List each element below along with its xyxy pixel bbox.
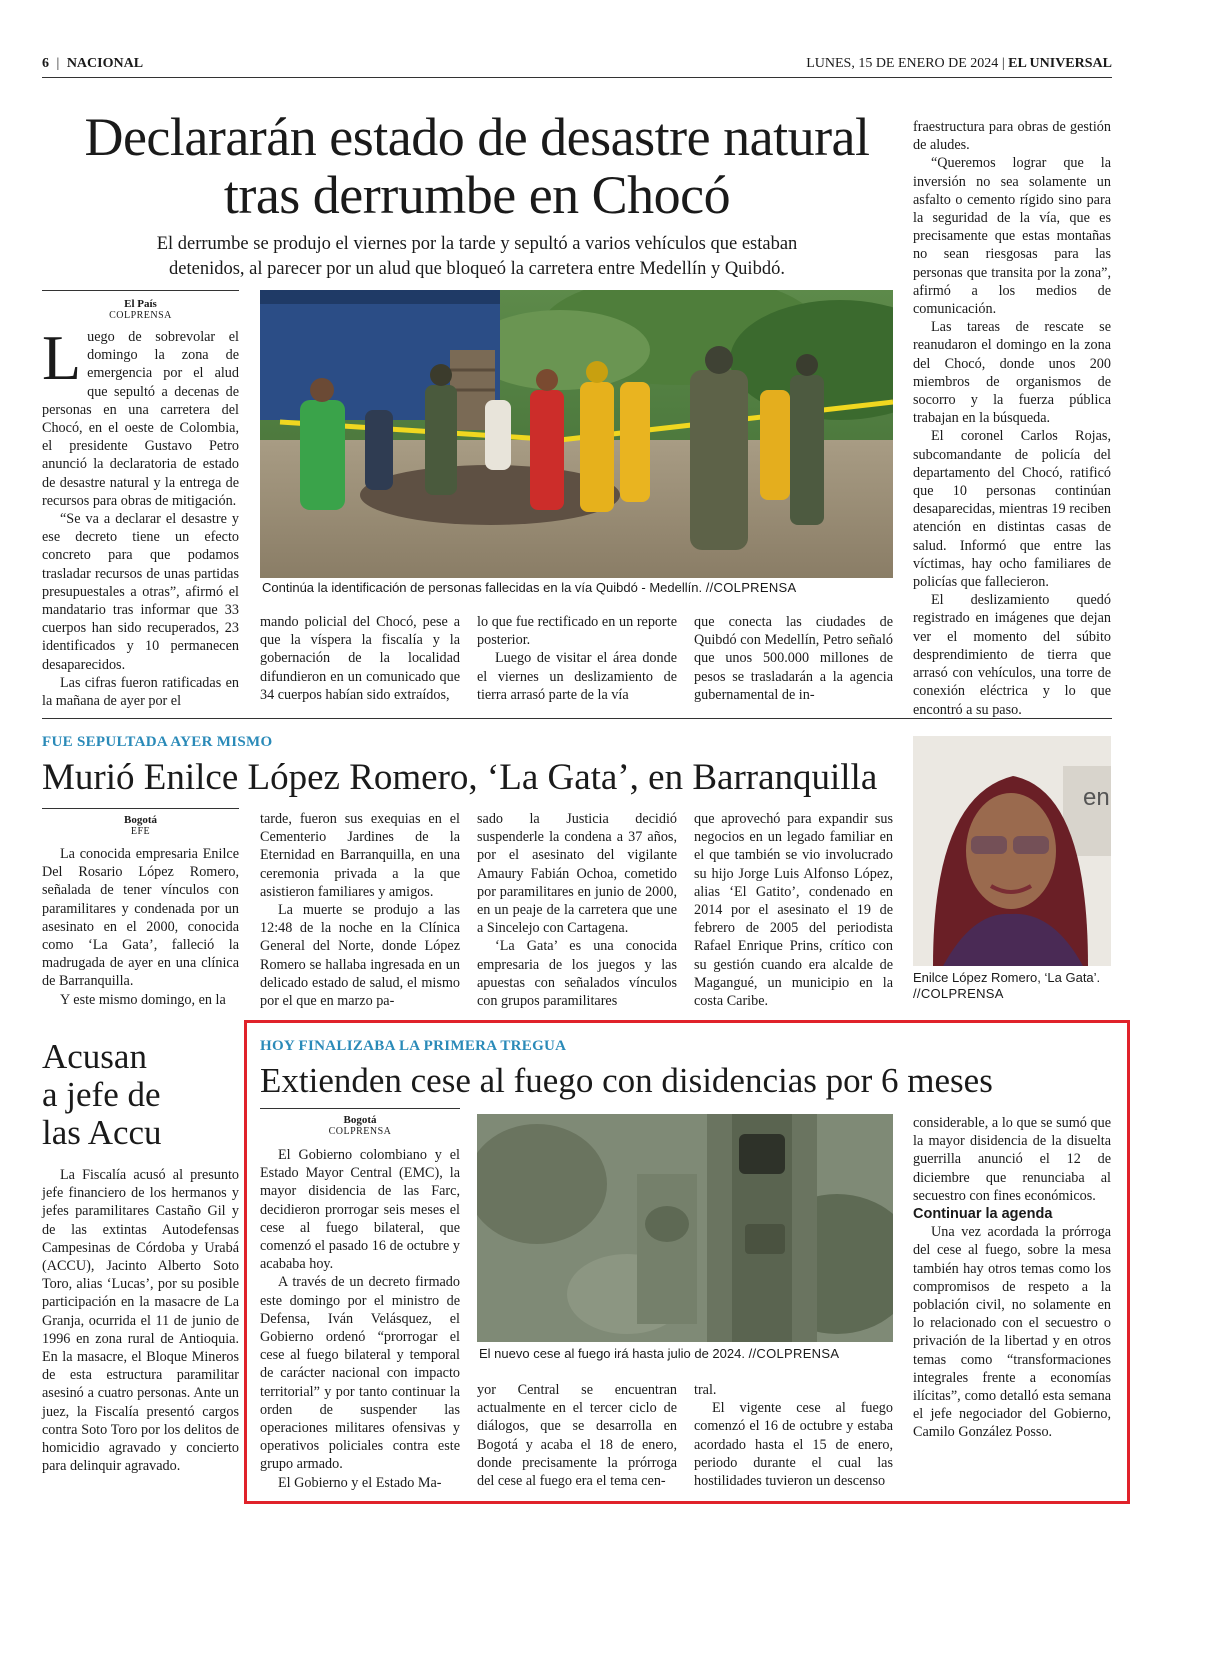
byline-agency: COLPRENSA — [328, 1126, 392, 1137]
caption-text: Enilce López Romero, ‘La Gata’. — [913, 970, 1101, 985]
story1-paragraph: que conecta las ciudades de Quibdó con Medellín, Petro señaló que unos 500.000 millones de pesos se trasladarán a la agencia gubernamental de in- — [694, 614, 893, 703]
story1-paragraph: fraestructura para obras de gestión de aludes. — [913, 119, 1111, 154]
story4-column-2 — [477, 1381, 677, 1490]
story4-kicker: HOY FINALIZABA LA PRIMERA TREGUA — [260, 1038, 567, 1054]
portrait-illustration — [913, 736, 1111, 966]
caption-credit: //COLPRENSA — [705, 580, 797, 595]
byline-agency: COLPRENSA — [109, 310, 172, 321]
story4-paragraph: yor Central se encuentran actualmente en el tercer ciclo de diálogos, que se desarrolla en Bogotá y acaba el 18 de enero, donde precisamente la prórroga del cese al fuego era el tema cen- — [477, 1382, 677, 1490]
portrait-background-sign: en — [1083, 784, 1110, 811]
story4-paragraph: A través de un decreto firmado este domingo por el ministro de Defensa, Iván Velásquez, el Gobierno ordenó “prorrogar el cese al fuego bilateral y temporal de carácter nacional con impacto territorial” y por tanto continuar la orden de suspender las operaciones militares ofensivas y operativos policiales contra este grupo armado. — [260, 1274, 460, 1473]
story4-byline-rule — [260, 1108, 460, 1109]
page-number: 6 — [42, 56, 49, 71]
story1-deck: El derrumbe se produjo el viernes por la tarde y sepultó a varios vehículos que estaban detenidos, al parecer por un alud que bloqueó la carretera entre Medellín y Quibdó. — [156, 234, 798, 279]
story1-photo-rescue-scene — [260, 290, 893, 578]
story2-column-1 — [42, 845, 239, 1009]
byline-agency: EFE — [130, 826, 151, 837]
story4-byline — [260, 1114, 460, 1138]
headline-line: las Accu — [42, 1113, 162, 1152]
story2-paragraph: ‘La Gata’ es una conocida empresaria de los juegos y las apuestas con señalados vínculos con grupos paramilitares — [477, 938, 677, 1010]
story2-paragraph: La conocida empresaria Enilce Del Rosario López Romero, señalada de tener vínculos con paramilitares y condenada por un asesinato en el 2000, conocida como ‘La Gata’, falleció la madrugada de ayer en una clínica de Barranquilla. — [42, 846, 239, 990]
story2-byline-rule — [42, 808, 239, 809]
story4-paragraph: El Gobierno colombiano y el Estado Mayor Central (EMC), la mayor disidencia de las Farc, decidieron prorrogar seis meses el cese al fuego bilateral, que comenzó el pasado 16 de octubre y acababa hoy. — [260, 1147, 460, 1273]
story1-paragraph: Luego de visitar el área donde el viernes un deslizamiento de tierra arrasó parte de la vía — [477, 650, 677, 703]
story1-paragraph: uego de sobrevolar el domingo la zona de emergencia por el alud que sepultó a decenas de personas en una carretera del Chocó, en el oeste de Colombia, el presidente Gustavo Petro anunció la declaratoria de estado de desastre natural y la entrega de recursos para obras de mitigación. — [42, 329, 239, 509]
story1-paragraph: mando policial del Chocó, pese a que la víspera la fiscalía y la gobernación de la localidad difundieron en un comunicado que 34 cuerpos habían sido extraídos, — [260, 614, 460, 703]
story2-column-3 — [477, 810, 677, 1010]
story1-paragraph: “Queremos lograr que la inversión no sea solamente un asfalto o cemento rígido sino para la seguridad de la vía, que es precisamente que estas montañas no sean riesgosas para las personas que transita por la zona”, afirmó a los medios de comunicación. — [913, 155, 1111, 318]
story1-byline — [42, 298, 239, 322]
header-rule — [42, 77, 1112, 78]
story4-photo-soldier — [477, 1114, 893, 1342]
story4-paragraph: El vigente cese al fuego comenzó el 16 de octubre y estaba acordado hasta el 15 de enero, periodo durante el cual las hostilidades tuvieron un descenso — [694, 1400, 893, 1490]
story1-column-1 — [42, 322, 239, 710]
story2-kicker: FUE SEPULTADA AYER MISMO — [42, 734, 273, 750]
section-divider — [42, 718, 1112, 719]
caption-credit: //COLPRENSA — [748, 1346, 840, 1361]
story2-portrait-photo — [913, 736, 1111, 966]
drop-cap: L — [42, 322, 82, 393]
story3-paragraph: La Fiscalía acusó al presunto jefe financiero de los hermanos y jefes paramilitares Castaño Gil y de las extintas Autodefensas Campesinas de Córdoba y Urabá (ACCU), Jacinto Alberto Soto Toro, alias ‘Lucas’, por su posible participación en la masacre de La Granja, ocurrida el 11 de junio de 1996 en zona rural de Antioquia. En la masacre, el Bloque Mineros de esta estructura paramilitar asesinó a cuatro personas. Ante un juez, la Fiscalía presentó cargos contra Soto Toro por los delitos de homicidio agravado y concierto para delinquir agravado. — [42, 1167, 239, 1475]
story4-subhead: Continuar la agenda — [913, 1206, 1053, 1223]
story1-paragraph: “Se va a declarar el desastre y ese decreto tiene un efecto concreto para que podamos trasladar recursos de unas partidas presupuestales a otras”, afirmó el mandatario tras informar que 33 cuerpos han sido recuperados, 23 identificados y 10 permanecen desaparecidos. — [42, 511, 239, 673]
story2-paragraph: tarde, fueron sus exequias en el Cementerio Jardines de la Eternidad en Barranquilla, en una ceremonia privada a la que asistieron familiares y amigos. — [260, 811, 460, 900]
story1-column-5 — [913, 118, 1111, 719]
caption-text: El nuevo cese al fuego irá hasta julio de 2024. — [479, 1346, 745, 1361]
story1-paragraph: lo que fue rectificado en un reporte posterior. — [477, 614, 677, 649]
caption-credit: //COLPRENSA — [913, 986, 1004, 1001]
story1-column-2 — [260, 613, 460, 704]
byline-city: Bogotá — [343, 1114, 377, 1126]
story2-paragraph: sado la Justicia decidió suspenderle la condena a 37 años, por el asesinato del vigilante Amaury Fabián Ochoa, cometido por paramilitares en junio de 2000, en un peaje de la carretera que une a Sincelejo con Cartagena. — [477, 811, 677, 937]
story1-paragraph: El coronel Carlos Rojas, subcomandante de policía del departamento del Chocó, ratificó que 10 personas continúan desaparecidas, mientras 19 reciben atención en distintas casas de salud. Informó que entre las víctimas, hay ocho familiares de policías que fallecieron. — [913, 428, 1111, 591]
story1-byline-rule — [42, 290, 239, 291]
story1-paragraph: Las tareas de rescate se reanudaron el domingo en la zona del Chocó, donde unos 200 miembros de organismos de socorro y la fuerza pública trabajan en la búsqueda. — [913, 319, 1111, 427]
story2-paragraph: Y este mismo domingo, en la — [60, 991, 226, 1008]
story3-headline — [42, 1038, 232, 1152]
headline-line: Acusan — [42, 1037, 147, 1076]
story1-headline: Declararán estado de desastre natural tras derrumbe en Chocó — [84, 107, 870, 225]
byline-city: Bogotá — [124, 814, 157, 826]
byline-city: El País — [124, 298, 157, 310]
story2-photo-caption — [913, 970, 1111, 1002]
story1-column-4 — [694, 613, 893, 704]
story1-photo-caption — [262, 580, 893, 596]
story4-paragraph: considerable, a lo que se sumó que la mayor disidencia de la disuelta guerrilla anunció el 12 de diciembre que renunciaba al secuestro con fines económicos. — [913, 1115, 1111, 1204]
story2-byline — [42, 814, 239, 838]
story4-paragraph: El Gobierno y el Estado Ma- — [278, 1474, 442, 1491]
story1-column-3 — [477, 613, 677, 704]
story2-paragraph: La muerte se produjo a las 12:48 de la noche en la Clínica General del Norte, donde López Romero se hallaba ingresada en un delicado estado de salud, el mismo por el que en marzo pa- — [260, 902, 460, 1010]
story1-paragraph: El deslizamiento quedó registrado en imágenes que dejan ver el momento del súbito desprendimiento de tierra que arrasó con vehículos, una torre de conexión eléctrica y lo que encontró a su paso. — [913, 592, 1111, 718]
story4-photo-caption — [479, 1346, 893, 1362]
headline-line: a jefe de — [42, 1075, 161, 1114]
story4-column-4 — [913, 1114, 1111, 1442]
story4-paragraph: tral. — [694, 1382, 717, 1398]
story3-column — [42, 1166, 239, 1475]
section-name: NACIONAL — [66, 56, 144, 71]
header-right: LUNES, 15 DE ENERO DE 2024 | EL UNIVERSAL — [806, 56, 1112, 71]
story1-paragraph: Las cifras fueron ratificadas en la mañana de ayer por el — [42, 674, 239, 710]
rescue-scene-illustration — [260, 290, 893, 578]
soldier-illustration — [477, 1114, 893, 1342]
story4-column-3 — [694, 1381, 893, 1490]
story2-column-2 — [260, 810, 460, 1010]
publication-name: EL UNIVERSAL — [1008, 56, 1112, 71]
story2-headline: Murió Enilce López Romero, ‘La Gata’, en Barranquilla — [42, 757, 878, 798]
story4-headline: Extienden cese al fuego con disidencias por 6 meses — [260, 1061, 993, 1100]
page-header: 6 | NACIONAL LUNES, 15 DE ENERO DE 2024 | EL UNIVERSAL — [42, 56, 1112, 71]
issue-date: LUNES, 15 DE ENERO DE 2024 — [806, 56, 999, 71]
story2-column-4 — [694, 810, 893, 1010]
story4-column-1 — [260, 1146, 460, 1492]
story4-paragraph: Una vez acordada la prórroga del cese al fuego, sobre la mesa también hay otros temas como los compromisos de respeto a la población civil, no solamente en lo relacionado con el secuestro o privación de la libertad y en otros temas como “transformaciones integrales frente a economías ilícitas”, como detalló esta semana el jefe negociador del Gobierno, Camilo González Posso. — [913, 1224, 1111, 1441]
caption-text: Continúa la identificación de personas fallecidas en la vía Quibdó - Medellín. — [262, 580, 703, 595]
story2-paragraph: que aprovechó para expandir sus negocios en un legado familiar en el que también se vio involucrado su hijo Jorge Luis Alfonso López, alias ‘El Gatito’, condenado en 2014 por el asesinato el 19 de febrero de 2005 del periodista Rafael Enrique Prins, crítico con su gestión cuando era alcalde de Magangué, un municipio en la costa Caribe. — [694, 811, 893, 1010]
